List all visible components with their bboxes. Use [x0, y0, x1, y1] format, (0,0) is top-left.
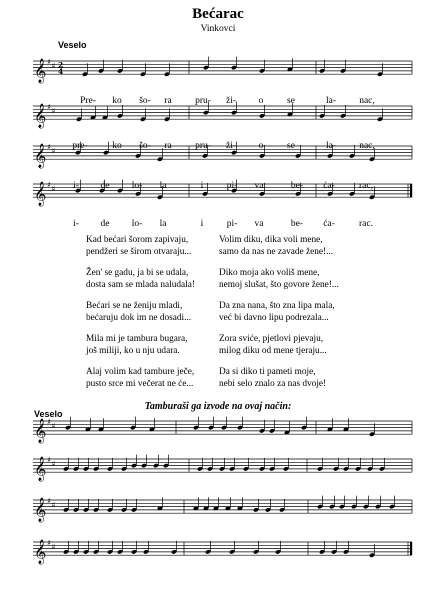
syllable: i — [200, 181, 204, 191]
staff — [33, 61, 412, 74]
syllable: se — [287, 96, 295, 106]
syllable: o — [258, 141, 264, 151]
verses-left-column — [86, 235, 216, 400]
syllable: be- — [290, 219, 304, 229]
verse-line: Bećari se ne ženiju mladi, — [86, 301, 183, 311]
verse — [219, 367, 369, 400]
syllable: šo- — [139, 96, 151, 106]
treble-clef-icon: 𝄞 — [34, 181, 47, 206]
syllable: pi- — [226, 181, 238, 191]
sharp-icon: ♯ — [47, 538, 51, 548]
verse — [86, 367, 216, 400]
lyrics-line-2 — [0, 141, 436, 153]
verse-line: nemoj slušat, što govore žene!... — [219, 279, 339, 290]
syllable: va — [254, 181, 264, 191]
syllable: pru- — [195, 141, 211, 151]
syllable: ko — [112, 141, 122, 151]
syllable: la — [159, 219, 167, 229]
sharp-icon: ♯ — [51, 106, 56, 116]
verse — [86, 334, 216, 367]
verse-line: dosta sam se mlada naludala! — [86, 279, 195, 290]
syllable: pru- — [195, 96, 211, 106]
verse — [86, 268, 216, 301]
syllable: i- — [73, 219, 79, 229]
syllable: šo- — [139, 141, 151, 151]
syllable: pi- — [226, 219, 238, 229]
verse-line: pendžeri se širom otvaraju... — [86, 246, 192, 257]
time-signature-bottom: 4 — [58, 67, 64, 76]
verse — [219, 334, 369, 367]
syllable: ća- — [323, 181, 335, 191]
syllable: lo- — [131, 219, 143, 229]
lyrics-line-1 — [0, 96, 436, 108]
sharp-icon: ♯ — [47, 455, 51, 465]
sharp-icon: ♯ — [51, 500, 56, 510]
sharp-icon: ♯ — [51, 459, 56, 469]
sharp-icon: ♯ — [47, 496, 51, 506]
syllable: i- — [73, 181, 79, 191]
syllable: ži- — [225, 141, 237, 151]
syllable: ži- — [225, 96, 237, 106]
verse-line: milog diku od mene tjeraju... — [219, 345, 327, 356]
verse-line: Žen' se gadu, ja bi se udala, — [86, 268, 189, 278]
verse-line: Alaj volim kad tambure ječe, — [86, 367, 195, 377]
syllable: rac. — [359, 219, 373, 229]
verse-line: Volim diku, dika voli mene, — [219, 235, 323, 245]
tempo-marking: Veselo — [58, 40, 87, 50]
syllable: Pre- — [80, 96, 96, 106]
song-place: Vinkovci — [200, 24, 236, 34]
sharp-icon: ♯ — [51, 146, 56, 156]
verse-line: još miliji, ko u nju udara. — [86, 345, 180, 356]
verse — [219, 235, 369, 268]
sharp-icon: ♯ — [47, 142, 51, 152]
syllable: se — [287, 141, 295, 151]
syllable: rac, — [359, 181, 373, 191]
syllable: ra — [164, 141, 172, 151]
lyrics-line-4 — [0, 219, 436, 231]
song-title: Bećarac — [192, 6, 244, 22]
syllable: va — [254, 219, 264, 229]
verse-line: Mila mi je tambura bugara, — [86, 334, 188, 344]
syllable: nac, — [359, 96, 375, 106]
sharp-icon: ♯ — [47, 57, 51, 67]
syllable: ća- — [323, 219, 335, 229]
treble-clef-icon: 𝄞 — [34, 418, 47, 443]
syllable: de — [100, 219, 110, 229]
tamburasi-heading: Tamburaši ga izvode na ovaj način: — [144, 401, 292, 412]
verse-line: samo da nas ne zavade žene!... — [219, 246, 334, 257]
tamburasi-tempo-marking: Veselo — [34, 409, 63, 419]
verse-line: bećaruju dok im ne dosadi... — [86, 312, 192, 323]
verses-right-column — [219, 235, 369, 400]
verse-line: već bi davno lipu podrezala... — [219, 312, 329, 323]
sharp-icon: ♯ — [47, 102, 51, 112]
syllable: pre- — [72, 141, 88, 151]
treble-clef-icon: 𝄞 — [34, 497, 47, 522]
syllable: be- — [290, 181, 304, 191]
treble-clef-icon: 𝄞 — [34, 103, 47, 128]
syllable: o — [258, 96, 264, 106]
lyrics-line-3 — [0, 181, 436, 193]
final-barline — [410, 542, 412, 555]
verse-line: Kad bećari šorom zapivaju, — [86, 235, 189, 245]
syllable: ko — [112, 96, 122, 106]
sharp-icon: ♯ — [51, 184, 56, 194]
verse-line: Zora sviće, pjetlovi pjevaju, — [219, 334, 324, 344]
sharp-icon: ♯ — [51, 542, 56, 552]
treble-clef-icon: 𝄞 — [34, 539, 47, 564]
syllable: nac, — [359, 141, 375, 151]
syllable: la- — [325, 141, 337, 151]
verse-line: pusto srce mi večerat ne će... — [86, 378, 194, 389]
verse-line: Diko moja ako voliš mene, — [219, 268, 320, 278]
syllable: lo- — [131, 181, 143, 191]
sharp-icon: ♯ — [47, 417, 51, 427]
treble-clef-icon: 𝄞 — [34, 58, 47, 83]
verse — [86, 235, 216, 268]
verse — [219, 268, 369, 301]
verse-line: Da si diko ti pameti moje, — [219, 367, 316, 377]
clef-and-key-signatures — [34, 58, 63, 565]
verse-line: Da zna nana, što zna lipa mala, — [219, 301, 335, 311]
verse — [219, 301, 369, 334]
verse-line: nebi selo znalo za nas dvoje! — [219, 378, 327, 389]
syllable: la- — [325, 96, 337, 106]
sharp-icon: ♯ — [51, 61, 56, 71]
syllable: la — [159, 181, 167, 191]
syllable: i — [200, 219, 204, 229]
sharp-icon: ♯ — [47, 180, 51, 190]
syllable: ra — [164, 96, 172, 106]
time-signature-top: 2 — [58, 60, 64, 70]
verse — [86, 301, 216, 334]
staff — [33, 542, 412, 555]
syllable: de — [100, 181, 110, 191]
treble-clef-icon: 𝄞 — [34, 456, 47, 481]
sharp-icon: ♯ — [51, 421, 56, 431]
treble-clef-icon: 𝄞 — [34, 143, 47, 168]
